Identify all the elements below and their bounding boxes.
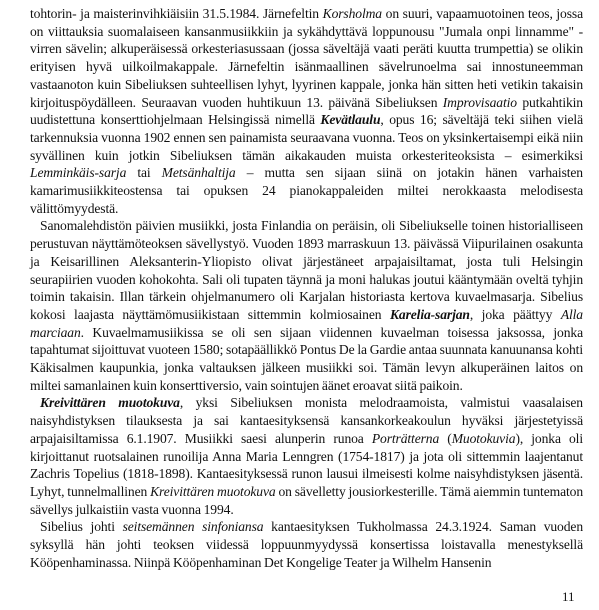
page-number: 11 — [562, 589, 575, 604]
italic-title: Korsholma — [322, 6, 382, 21]
paragraph — [30, 518, 583, 571]
paragraph — [30, 5, 583, 217]
text-run: . Kuvaelmamusiikissa se oli sen sijaan viidennen kuvaelman toisessa jaksossa, jonka tapahtumat sijoittuvat vuoteen 1580; sotapäällikkö Pontus De la Gardie antaa suunnata kanuunansa kohti Käkisalmen kaupunkia, jonka valtauksen jälkeen musiikki soi. Tämän levyn alkuperäinen laitos on miltei samanlainen kuin konserttiversio, vain sointujen äänet eroavat siitä paikoin. — [30, 324, 583, 393]
text-run: Sanomalehdistön päivien musiikki, josta Finlandia on peräisin, oli Sibeliukselle toinen historialliseen perustuvan näyttämöteoksen sävellystyö. Vuoden 1893 marraskuun 13. päivässä Viipurilainen osakunta ja Keisarillinen Aleksanterin-Yliopisto olivat järjestäneet arpajaisiltamat, josta tuli Helsingin seurapiirien vuoden kohokohta. Sali oli tupaten täynnä ja moni halukas joutui kääntymään oveltä tyhjin toimin takaisin. Illan tärkein ohjelmanumero oli Karjalan historiasta kertova kuvaelmasarja. Sibelius kokosi laajasta näyttämömusiikistaan sittemmin kolmiosainen — [30, 218, 583, 322]
text-run: tohtorin- ja maisterinvihkiäisiin 31.5.1984. Järnefeltin — [30, 6, 323, 21]
text-run: Sibelius johti — [40, 519, 123, 535]
work-title: Karelia-sarjan — [389, 306, 470, 322]
paragraph — [30, 217, 583, 394]
text-run: on suuri, vapaamuotoinen teos, jossa on viittauksia suomalaiseen kansanmusiikkiin ja sykähdyttävä loppunousu "Jumala onpi linnamme" -virren sävelin; alkuperäisessä orkesteriasussaan (jossa säveltäjä vaati peräti kuutta trumpettia) se olikin erityisen hyvä uilkoilmakappale. Järnefeltin isänmaallinen sävelrunoelma sai innostuneemman vastaanoton kuin Sibeliuksen suhteellisen lyhyt, lyyrinen kappale, jonka hän sitten heti vetikin takaisin kirjoituspöydälleen. Seuraavan vuoden huhtikuun 13. päivänä Sibeliuksen — [30, 6, 583, 110]
body-text — [30, 5, 583, 572]
italic-title: Alla marciaan — [30, 306, 583, 340]
italic-title: Metsänhaltija — [161, 165, 236, 181]
text-run: putkahtikin uudistettuna konserttiohjelmaan Helsingissä nimellä — [30, 94, 583, 128]
text-run: , joka päättyy — [469, 306, 561, 322]
text-run: on sävelletty jousiorkesterille. Tämä aiemmin tuntematon sävellys julkaistiin vasta vuonna 1994. — [30, 483, 584, 517]
italic-title: seitsemännen sinfoniansa — [122, 519, 264, 535]
text-run: ), jonka oli kirjoittanut ruotsalainen runoilija Anna Maria Lenngren (1754-1817) ja jota oli sittemmin laajentanut Zachris Topelius (1818-1898). Kantaesityksessä runon lausui ilmeisesti kolme naisyhdistyksen jäsentä. Lyhyt, tunnelmallinen — [30, 430, 583, 499]
text-run: ( — [439, 430, 452, 446]
paragraph — [30, 394, 583, 518]
italic-title: Kreivittären muotokuva — [150, 483, 276, 499]
text-run: , yksi Sibeliuksen monista melodraamoista, valmistui vaasalaisen naisyhdistyksen tilauksesta ja sai kantaesityksensä kansankorkeakoulun hyväksi järjestetyissä arpajaisiltamissa 6.1.1907. Musiikki saesi alunperin runoa — [30, 395, 583, 446]
work-title: Kreivittären muotokuva — [40, 395, 180, 411]
work-title: Kevätlaulu — [320, 112, 381, 128]
text-run: kantaesityksen Tukholmassa 24.3.1924. Saman vuoden syksyllä hän johti teoksen viidessä loppuunmyydyssä konsertissa loistavalla menestyksellä Kööpenhaminassa. Niinpä Kööpenhaminan Det Kongelige Teater ja Wilhelm Hansenin — [30, 519, 583, 570]
italic-title: Porträtterna — [371, 430, 440, 446]
italic-title: Muotokuvia — [451, 430, 516, 446]
text-run: tai — [126, 165, 162, 181]
italic-title: Lemminkäis-sarja — [30, 165, 127, 181]
text-run: – mutta sen sijaan siinä on jotakin hänen varhaisten kamarimusiikkiteostensa tai opuksen 24 pianokappaleiden miltei nerokkaasta melodisesta välittömyydestä. — [30, 165, 583, 216]
text-run: , opus 16; säveltäjä teki siihen vielä tarkennuksia vuonna 1902 ennen sen painamista seuraavana vuonna. Teos on yksinkertaisempi eikä niin syvällinen kuin jotkin Sibeliuksen tämän aikakauden muista orkesteriteoksista – esimerkiksi — [30, 112, 583, 163]
italic-title: Improvisaatio — [442, 94, 517, 110]
